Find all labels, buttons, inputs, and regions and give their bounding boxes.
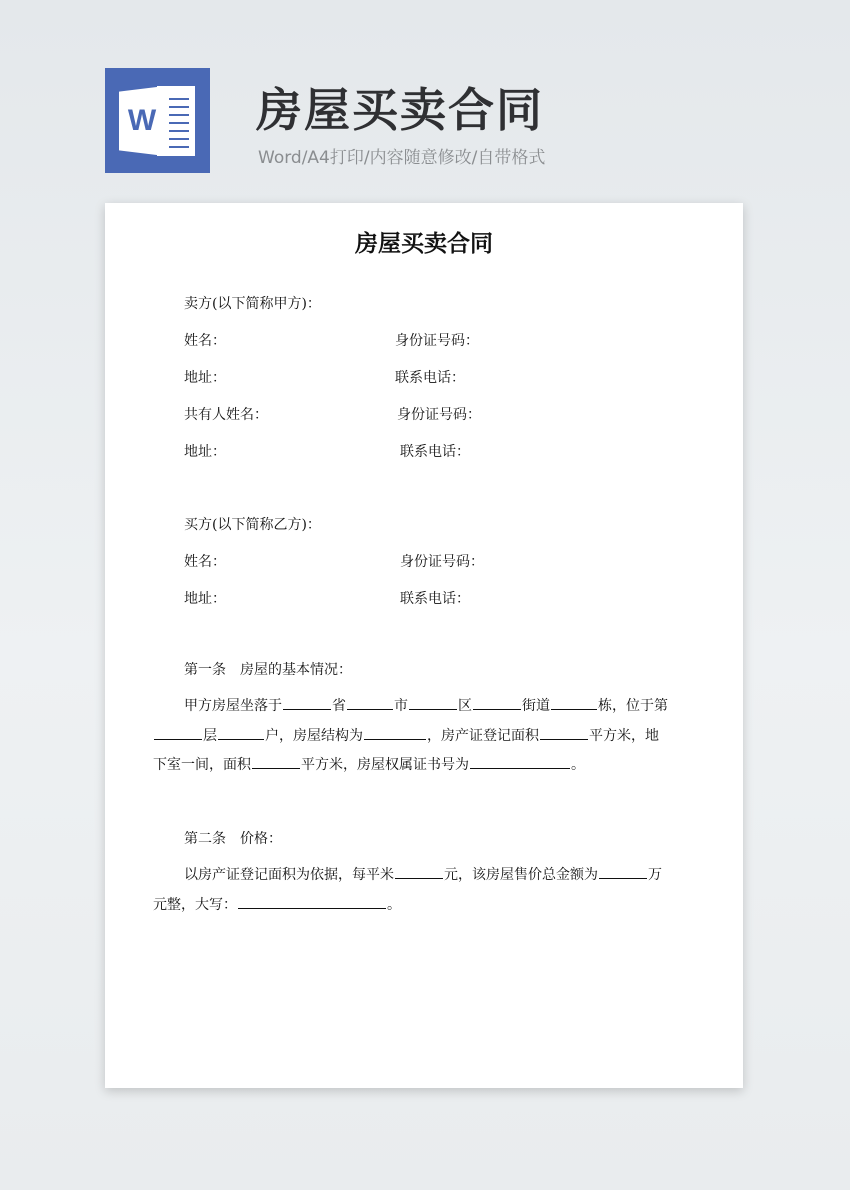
- buyer-heading: 买方(以下简称乙方)：: [184, 517, 321, 533]
- district-blank[interactable]: [409, 695, 457, 710]
- price-per-sqm-blank[interactable]: [395, 864, 443, 879]
- article1-line3: 下室一间，面积 平方米，房屋权属证书号为 。: [153, 754, 585, 774]
- registered-area-blank[interactable]: [540, 725, 588, 740]
- article1-number: 第一条: [184, 662, 226, 678]
- buyer-phone-label: 联系电话：: [400, 591, 470, 607]
- floor-blank[interactable]: [154, 725, 202, 740]
- structure-blank[interactable]: [364, 725, 426, 740]
- coowner-id-label: 身份证号码：: [397, 407, 481, 423]
- building-blank[interactable]: [551, 695, 597, 710]
- word-letter-icon: W: [127, 104, 157, 137]
- article1-line2: 层 户，房屋结构为 ，房产证登记面积 平方米，地: [153, 725, 659, 745]
- seller-name-label: 姓名：: [184, 333, 226, 349]
- article2-heading: [184, 828, 282, 848]
- banner-subtitle: Word/A4打印/内容随意修改/自带格式: [258, 148, 546, 168]
- buyer-address-label: 地址：: [184, 591, 226, 607]
- article1-line1: 甲方房屋坐落于 省 市 区 街道 栋，位于第: [184, 695, 668, 715]
- amount-in-words-blank[interactable]: [238, 894, 386, 909]
- buyer-name-label: 姓名：: [184, 554, 226, 570]
- buyer-id-label: 身份证号码：: [400, 554, 484, 570]
- seller-phone-label: 联系电话：: [395, 370, 465, 386]
- seller-id-label: 身份证号码：: [395, 333, 479, 349]
- article2-line2: 元整，大写： 。: [153, 894, 401, 914]
- basement-area-blank[interactable]: [252, 754, 300, 769]
- coowner-name-label: 共有人姓名：: [184, 407, 268, 423]
- document-title: 房屋买卖合同: [355, 230, 493, 257]
- seller-heading: 卖方(以下简称甲方)：: [184, 296, 321, 312]
- article2-title: 价格：: [240, 831, 282, 847]
- article1-title: 房屋的基本情况：: [240, 662, 352, 678]
- article2-number: 第二条: [184, 831, 226, 847]
- street-blank[interactable]: [473, 695, 521, 710]
- total-price-blank[interactable]: [599, 864, 647, 879]
- unit-blank[interactable]: [218, 725, 264, 740]
- banner-title: 房屋买卖合同: [256, 83, 544, 137]
- seller-address-label: 地址：: [184, 370, 226, 386]
- coowner-address-label: 地址：: [184, 444, 226, 460]
- article2-line1: 以房产证登记面积为依据，每平米 元，该房屋售价总金额为 万: [184, 864, 662, 884]
- article1-heading: [184, 659, 352, 679]
- word-app-icon: [105, 68, 210, 173]
- province-blank[interactable]: [283, 695, 331, 710]
- document-page: [105, 203, 743, 1088]
- coowner-phone-label: 联系电话：: [400, 444, 470, 460]
- certificate-number-blank[interactable]: [470, 754, 570, 769]
- city-blank[interactable]: [347, 695, 393, 710]
